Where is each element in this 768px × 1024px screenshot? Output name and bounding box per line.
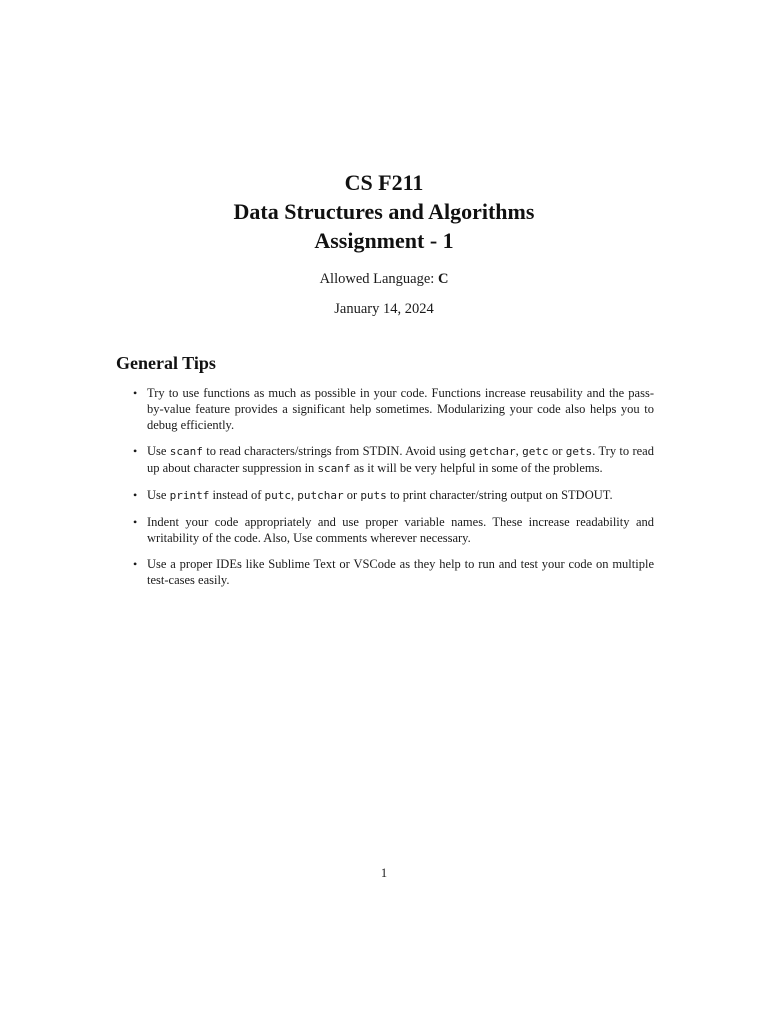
code-printf: printf bbox=[169, 489, 210, 502]
list-item bbox=[116, 556, 654, 588]
code-getchar: getchar bbox=[469, 445, 516, 458]
bullet-icon: • bbox=[133, 488, 138, 502]
page-number: 1 bbox=[380, 866, 388, 880]
list-item bbox=[116, 443, 654, 477]
tip-text: Use bbox=[147, 488, 170, 502]
tip-text: , bbox=[291, 488, 298, 502]
tip-text: Use a proper IDEs like Sublime Text or VSCode as they help to run and test your code on multiple test-cases easily. bbox=[147, 557, 654, 587]
code-scanf: scanf bbox=[169, 445, 203, 458]
tip-text: Indent your code appropriately and use proper variable names. These increase readability and writability of the code. Also, Use comments wherever necessary. bbox=[147, 515, 654, 545]
tip-text: to print character/string output on STDOUT. bbox=[386, 488, 613, 502]
course-name: Data Structures and Algorithms bbox=[233, 199, 535, 224]
title-block bbox=[0, 168, 768, 255]
assignment-title: Assignment - 1 bbox=[314, 228, 454, 253]
code-putchar: putchar bbox=[297, 489, 344, 502]
bullet-icon: • bbox=[133, 386, 138, 400]
tips-list bbox=[116, 385, 654, 598]
tip-text: or bbox=[548, 444, 566, 458]
tip-text: as it will be very helpful in some of the problems. bbox=[350, 461, 603, 475]
tip-text: Use bbox=[147, 444, 170, 458]
code-gets: gets bbox=[565, 445, 593, 458]
code-scanf: scanf bbox=[317, 462, 351, 475]
code-putc: putc bbox=[264, 489, 292, 502]
bullet-icon: • bbox=[133, 557, 138, 571]
tip-text: Try to use functions as much as possible in your code. Functions increase reusability and the pass-by-value feature provides a significant help sometimes. Modularizing your code also helps you to debug efficiently. bbox=[147, 386, 654, 432]
course-code: CS F211 bbox=[344, 170, 424, 195]
allowed-language-value: C bbox=[437, 271, 449, 287]
tip-text: , bbox=[515, 444, 523, 458]
allowed-language bbox=[0, 269, 768, 289]
section-heading: General Tips bbox=[116, 353, 216, 373]
tip-text: . Try to read up about character suppression in bbox=[147, 444, 654, 475]
list-item bbox=[116, 385, 654, 433]
bullet-icon: • bbox=[133, 515, 138, 529]
list-item bbox=[116, 514, 654, 546]
tip-text: instead of bbox=[209, 488, 265, 502]
bullet-icon: • bbox=[133, 444, 138, 458]
code-puts: puts bbox=[360, 489, 387, 502]
document-date: January 14, 2024 bbox=[334, 301, 434, 317]
code-getc: getc bbox=[522, 445, 549, 458]
list-item bbox=[116, 487, 654, 504]
allowed-language-label: Allowed Language: bbox=[319, 271, 438, 287]
tip-text: to read characters/strings from STDIN. Avoid using bbox=[202, 444, 470, 458]
tip-text: or bbox=[343, 488, 361, 502]
